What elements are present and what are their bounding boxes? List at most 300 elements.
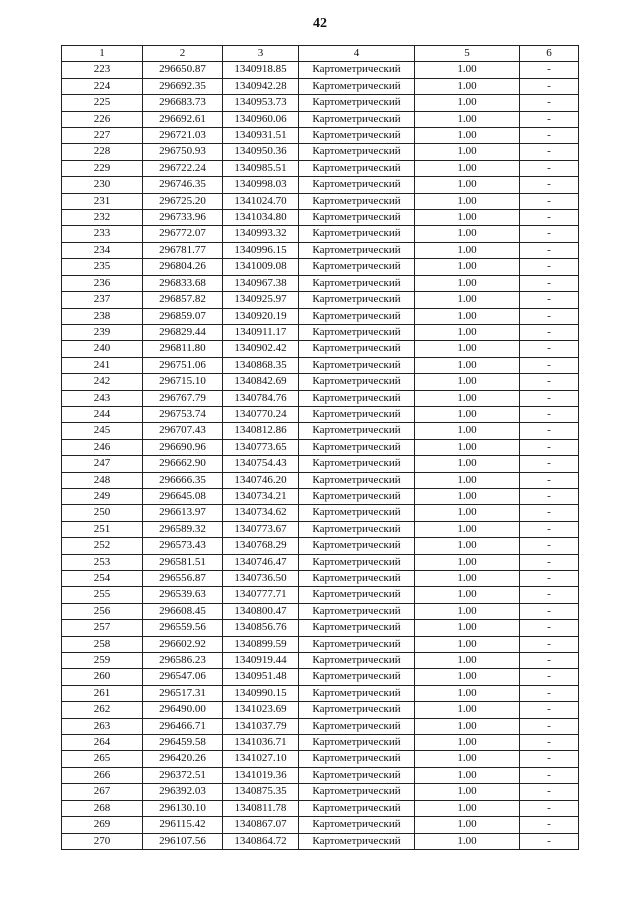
method-cell: Картометрический: [299, 324, 415, 340]
y-coordinate-cell: 1340996.15: [223, 242, 299, 258]
note-cell: -: [520, 472, 579, 488]
point-number-cell: 234: [62, 242, 143, 258]
x-coordinate-cell: 296517.31: [143, 685, 223, 701]
point-number-cell: 231: [62, 193, 143, 209]
note-cell: -: [520, 242, 579, 258]
point-number-cell: 244: [62, 406, 143, 422]
x-coordinate-cell: 296420.26: [143, 751, 223, 767]
note-cell: -: [520, 341, 579, 357]
accuracy-cell: 1.00: [415, 702, 520, 718]
y-coordinate-cell: 1341009.08: [223, 259, 299, 275]
method-cell: Картометрический: [299, 767, 415, 783]
x-coordinate-cell: 296650.87: [143, 62, 223, 78]
y-coordinate-cell: 1341034.80: [223, 210, 299, 226]
x-coordinate-cell: 296107.56: [143, 833, 223, 849]
x-coordinate-cell: 296130.10: [143, 800, 223, 816]
note-cell: -: [520, 833, 579, 849]
x-coordinate-cell: 296772.07: [143, 226, 223, 242]
table-body: [62, 62, 579, 850]
y-coordinate-cell: 1340754.43: [223, 456, 299, 472]
method-cell: Картометрический: [299, 62, 415, 78]
accuracy-cell: 1.00: [415, 472, 520, 488]
method-cell: Картометрический: [299, 275, 415, 291]
table-row: [62, 144, 579, 160]
note-cell: -: [520, 357, 579, 373]
table-row: [62, 685, 579, 701]
x-coordinate-cell: 296859.07: [143, 308, 223, 324]
note-cell: -: [520, 603, 579, 619]
y-coordinate-cell: 1340985.51: [223, 160, 299, 176]
note-cell: -: [520, 685, 579, 701]
note-cell: -: [520, 406, 579, 422]
accuracy-cell: 1.00: [415, 521, 520, 537]
method-cell: Картометрический: [299, 423, 415, 439]
accuracy-cell: 1.00: [415, 653, 520, 669]
y-coordinate-cell: 1340998.03: [223, 177, 299, 193]
point-number-cell: 257: [62, 620, 143, 636]
y-coordinate-cell: 1340773.65: [223, 439, 299, 455]
method-cell: Картометрический: [299, 751, 415, 767]
accuracy-cell: 1.00: [415, 800, 520, 816]
x-coordinate-cell: 296725.20: [143, 193, 223, 209]
y-coordinate-cell: 1341027.10: [223, 751, 299, 767]
note-cell: -: [520, 554, 579, 570]
note-cell: -: [520, 292, 579, 308]
note-cell: -: [520, 78, 579, 94]
accuracy-cell: 1.00: [415, 374, 520, 390]
y-coordinate-cell: 1340990.15: [223, 685, 299, 701]
method-cell: Картометрический: [299, 488, 415, 504]
method-cell: Картометрический: [299, 735, 415, 751]
point-number-cell: 263: [62, 718, 143, 734]
column-header: 5: [415, 46, 520, 62]
method-cell: Картометрический: [299, 603, 415, 619]
method-cell: Картометрический: [299, 571, 415, 587]
method-cell: Картометрический: [299, 521, 415, 537]
y-coordinate-cell: 1340746.20: [223, 472, 299, 488]
method-cell: Картометрический: [299, 144, 415, 160]
x-coordinate-cell: 296459.58: [143, 735, 223, 751]
table-row: [62, 374, 579, 390]
x-coordinate-cell: 296589.32: [143, 521, 223, 537]
x-coordinate-cell: 296466.71: [143, 718, 223, 734]
table-row: [62, 702, 579, 718]
note-cell: -: [520, 735, 579, 751]
accuracy-cell: 1.00: [415, 488, 520, 504]
accuracy-cell: 1.00: [415, 685, 520, 701]
table-row: [62, 111, 579, 127]
y-coordinate-cell: 1340770.24: [223, 406, 299, 422]
table-row: [62, 62, 579, 78]
note-cell: -: [520, 390, 579, 406]
accuracy-cell: 1.00: [415, 259, 520, 275]
method-cell: Картометрический: [299, 160, 415, 176]
point-number-cell: 264: [62, 735, 143, 751]
x-coordinate-cell: 296602.92: [143, 636, 223, 652]
note-cell: -: [520, 226, 579, 242]
accuracy-cell: 1.00: [415, 833, 520, 849]
method-cell: Картометрический: [299, 308, 415, 324]
method-cell: Картометрический: [299, 505, 415, 521]
method-cell: Картометрический: [299, 78, 415, 94]
accuracy-cell: 1.00: [415, 308, 520, 324]
note-cell: -: [520, 62, 579, 78]
x-coordinate-cell: 296781.77: [143, 242, 223, 258]
accuracy-cell: 1.00: [415, 718, 520, 734]
table-row: [62, 242, 579, 258]
method-cell: Картометрический: [299, 357, 415, 373]
x-coordinate-cell: 296690.96: [143, 439, 223, 455]
table-row: [62, 95, 579, 111]
x-coordinate-cell: 296372.51: [143, 767, 223, 783]
table-row: [62, 505, 579, 521]
point-number-cell: 236: [62, 275, 143, 291]
table-row: [62, 603, 579, 619]
table-row: [62, 275, 579, 291]
point-number-cell: 237: [62, 292, 143, 308]
accuracy-cell: 1.00: [415, 735, 520, 751]
accuracy-cell: 1.00: [415, 669, 520, 685]
note-cell: -: [520, 144, 579, 160]
table-row: [62, 669, 579, 685]
accuracy-cell: 1.00: [415, 193, 520, 209]
method-cell: Картометрический: [299, 406, 415, 422]
y-coordinate-cell: 1340967.38: [223, 275, 299, 291]
y-coordinate-cell: 1340951.48: [223, 669, 299, 685]
table-row: [62, 423, 579, 439]
note-cell: -: [520, 128, 579, 144]
method-cell: Картометрический: [299, 210, 415, 226]
y-coordinate-cell: 1340784.76: [223, 390, 299, 406]
method-cell: Картометрический: [299, 177, 415, 193]
table-row: [62, 554, 579, 570]
point-number-cell: 233: [62, 226, 143, 242]
accuracy-cell: 1.00: [415, 636, 520, 652]
x-coordinate-cell: 296115.42: [143, 817, 223, 833]
note-cell: -: [520, 702, 579, 718]
note-cell: -: [520, 111, 579, 127]
note-cell: -: [520, 177, 579, 193]
note-cell: -: [520, 767, 579, 783]
column-header: 2: [143, 46, 223, 62]
note-cell: -: [520, 423, 579, 439]
table-row: [62, 767, 579, 783]
method-cell: Картометрический: [299, 817, 415, 833]
x-coordinate-cell: 296692.35: [143, 78, 223, 94]
accuracy-cell: 1.00: [415, 587, 520, 603]
table-row: [62, 784, 579, 800]
method-cell: Картометрический: [299, 341, 415, 357]
note-cell: -: [520, 275, 579, 291]
y-coordinate-cell: 1340925.97: [223, 292, 299, 308]
y-coordinate-cell: 1340864.72: [223, 833, 299, 849]
y-coordinate-cell: 1340960.06: [223, 111, 299, 127]
accuracy-cell: 1.00: [415, 144, 520, 160]
accuracy-cell: 1.00: [415, 538, 520, 554]
method-cell: Картометрический: [299, 292, 415, 308]
point-number-cell: 268: [62, 800, 143, 816]
note-cell: -: [520, 620, 579, 636]
method-cell: Картометрический: [299, 111, 415, 127]
point-number-cell: 242: [62, 374, 143, 390]
table-row: [62, 390, 579, 406]
x-coordinate-cell: 296715.10: [143, 374, 223, 390]
table-row: [62, 193, 579, 209]
table-row: [62, 538, 579, 554]
table-row: [62, 833, 579, 849]
x-coordinate-cell: 296556.87: [143, 571, 223, 587]
y-coordinate-cell: 1340812.86: [223, 423, 299, 439]
accuracy-cell: 1.00: [415, 423, 520, 439]
y-coordinate-cell: 1340950.36: [223, 144, 299, 160]
y-coordinate-cell: 1340734.21: [223, 488, 299, 504]
y-coordinate-cell: 1340899.59: [223, 636, 299, 652]
y-coordinate-cell: 1341023.69: [223, 702, 299, 718]
point-number-cell: 226: [62, 111, 143, 127]
table-row: [62, 735, 579, 751]
y-coordinate-cell: 1340867.07: [223, 817, 299, 833]
method-cell: Картометрический: [299, 538, 415, 554]
note-cell: -: [520, 456, 579, 472]
point-number-cell: 229: [62, 160, 143, 176]
x-coordinate-cell: 296811.80: [143, 341, 223, 357]
accuracy-cell: 1.00: [415, 226, 520, 242]
method-cell: Картометрический: [299, 242, 415, 258]
y-coordinate-cell: 1340953.73: [223, 95, 299, 111]
y-coordinate-cell: 1340842.69: [223, 374, 299, 390]
note-cell: -: [520, 784, 579, 800]
method-cell: Картометрический: [299, 374, 415, 390]
y-coordinate-cell: 1340993.32: [223, 226, 299, 242]
point-number-cell: 270: [62, 833, 143, 849]
point-number-cell: 241: [62, 357, 143, 373]
accuracy-cell: 1.00: [415, 505, 520, 521]
note-cell: -: [520, 308, 579, 324]
accuracy-cell: 1.00: [415, 357, 520, 373]
y-coordinate-cell: 1340902.42: [223, 341, 299, 357]
method-cell: Картометрический: [299, 685, 415, 701]
x-coordinate-cell: 296573.43: [143, 538, 223, 554]
point-number-cell: 260: [62, 669, 143, 685]
method-cell: Картометрический: [299, 669, 415, 685]
point-number-cell: 243: [62, 390, 143, 406]
point-number-cell: 235: [62, 259, 143, 275]
column-header: 1: [62, 46, 143, 62]
table-row: [62, 357, 579, 373]
method-cell: Картометрический: [299, 800, 415, 816]
x-coordinate-cell: 296829.44: [143, 324, 223, 340]
x-coordinate-cell: 296833.68: [143, 275, 223, 291]
point-number-cell: 261: [62, 685, 143, 701]
accuracy-cell: 1.00: [415, 390, 520, 406]
y-coordinate-cell: 1340734.62: [223, 505, 299, 521]
point-number-cell: 246: [62, 439, 143, 455]
method-cell: Картометрический: [299, 193, 415, 209]
point-number-cell: 245: [62, 423, 143, 439]
point-number-cell: 247: [62, 456, 143, 472]
note-cell: -: [520, 324, 579, 340]
note-cell: -: [520, 160, 579, 176]
x-coordinate-cell: 296753.74: [143, 406, 223, 422]
point-number-cell: 266: [62, 767, 143, 783]
point-number-cell: 267: [62, 784, 143, 800]
method-cell: Картометрический: [299, 259, 415, 275]
x-coordinate-cell: 296746.35: [143, 177, 223, 193]
y-coordinate-cell: 1340800.47: [223, 603, 299, 619]
table-row: [62, 817, 579, 833]
accuracy-cell: 1.00: [415, 128, 520, 144]
point-number-cell: 265: [62, 751, 143, 767]
y-coordinate-cell: 1340777.71: [223, 587, 299, 603]
note-cell: -: [520, 210, 579, 226]
point-number-cell: 251: [62, 521, 143, 537]
x-coordinate-cell: 296767.79: [143, 390, 223, 406]
y-coordinate-cell: 1341037.79: [223, 718, 299, 734]
x-coordinate-cell: 296751.06: [143, 357, 223, 373]
column-header: 3: [223, 46, 299, 62]
method-cell: Картометрический: [299, 226, 415, 242]
method-cell: Картометрический: [299, 390, 415, 406]
table-row: [62, 718, 579, 734]
x-coordinate-cell: 296613.97: [143, 505, 223, 521]
method-cell: Картометрический: [299, 128, 415, 144]
table-row: [62, 160, 579, 176]
method-cell: Картометрический: [299, 95, 415, 111]
method-cell: Картометрический: [299, 784, 415, 800]
method-cell: Картометрический: [299, 587, 415, 603]
note-cell: -: [520, 636, 579, 652]
point-number-cell: 254: [62, 571, 143, 587]
method-cell: Картометрический: [299, 554, 415, 570]
x-coordinate-cell: 296608.45: [143, 603, 223, 619]
point-number-cell: 250: [62, 505, 143, 521]
point-number-cell: 252: [62, 538, 143, 554]
method-cell: Картометрический: [299, 653, 415, 669]
point-number-cell: 239: [62, 324, 143, 340]
point-number-cell: 255: [62, 587, 143, 603]
table-row: [62, 292, 579, 308]
y-coordinate-cell: 1340918.85: [223, 62, 299, 78]
accuracy-cell: 1.00: [415, 62, 520, 78]
y-coordinate-cell: 1341019.36: [223, 767, 299, 783]
coordinates-table: [61, 45, 579, 850]
accuracy-cell: 1.00: [415, 324, 520, 340]
x-coordinate-cell: 296857.82: [143, 292, 223, 308]
table-row: [62, 324, 579, 340]
note-cell: -: [520, 817, 579, 833]
table-row: [62, 308, 579, 324]
method-cell: Картометрический: [299, 620, 415, 636]
y-coordinate-cell: 1340875.35: [223, 784, 299, 800]
note-cell: -: [520, 439, 579, 455]
y-coordinate-cell: 1340868.35: [223, 357, 299, 373]
method-cell: Картометрический: [299, 636, 415, 652]
accuracy-cell: 1.00: [415, 603, 520, 619]
table-row: [62, 571, 579, 587]
accuracy-cell: 1.00: [415, 571, 520, 587]
table-row: [62, 210, 579, 226]
table-row: [62, 488, 579, 504]
accuracy-cell: 1.00: [415, 784, 520, 800]
x-coordinate-cell: 296547.06: [143, 669, 223, 685]
y-coordinate-cell: 1340811.78: [223, 800, 299, 816]
x-coordinate-cell: 296539.63: [143, 587, 223, 603]
x-coordinate-cell: 296490.00: [143, 702, 223, 718]
y-coordinate-cell: 1340911.17: [223, 324, 299, 340]
x-coordinate-cell: 296722.24: [143, 160, 223, 176]
x-coordinate-cell: 296586.23: [143, 653, 223, 669]
page-number: 42: [313, 16, 327, 31]
x-coordinate-cell: 296392.03: [143, 784, 223, 800]
table-row: [62, 456, 579, 472]
y-coordinate-cell: 1341024.70: [223, 193, 299, 209]
y-coordinate-cell: 1340919.44: [223, 653, 299, 669]
y-coordinate-cell: 1340773.67: [223, 521, 299, 537]
x-coordinate-cell: 296645.08: [143, 488, 223, 504]
x-coordinate-cell: 296559.56: [143, 620, 223, 636]
accuracy-cell: 1.00: [415, 111, 520, 127]
column-header: 4: [299, 46, 415, 62]
point-number-cell: 258: [62, 636, 143, 652]
point-number-cell: 269: [62, 817, 143, 833]
y-coordinate-cell: 1340920.19: [223, 308, 299, 324]
point-number-cell: 262: [62, 702, 143, 718]
accuracy-cell: 1.00: [415, 177, 520, 193]
method-cell: Картометрический: [299, 472, 415, 488]
y-coordinate-cell: 1340736.50: [223, 571, 299, 587]
note-cell: -: [520, 587, 579, 603]
accuracy-cell: 1.00: [415, 767, 520, 783]
table-row: [62, 259, 579, 275]
note-cell: -: [520, 488, 579, 504]
accuracy-cell: 1.00: [415, 275, 520, 291]
x-coordinate-cell: 296683.73: [143, 95, 223, 111]
x-coordinate-cell: 296750.93: [143, 144, 223, 160]
x-coordinate-cell: 296692.61: [143, 111, 223, 127]
point-number-cell: 253: [62, 554, 143, 570]
note-cell: -: [520, 95, 579, 111]
method-cell: Картометрический: [299, 439, 415, 455]
y-coordinate-cell: 1340856.76: [223, 620, 299, 636]
accuracy-cell: 1.00: [415, 554, 520, 570]
table-row: [62, 620, 579, 636]
point-number-cell: 240: [62, 341, 143, 357]
table-header-row: [62, 46, 579, 62]
column-header: 6: [520, 46, 579, 62]
note-cell: -: [520, 538, 579, 554]
x-coordinate-cell: 296707.43: [143, 423, 223, 439]
note-cell: -: [520, 505, 579, 521]
note-cell: -: [520, 800, 579, 816]
point-number-cell: 238: [62, 308, 143, 324]
method-cell: Картометрический: [299, 718, 415, 734]
y-coordinate-cell: 1340931.51: [223, 128, 299, 144]
table-row: [62, 653, 579, 669]
point-number-cell: 232: [62, 210, 143, 226]
point-number-cell: 256: [62, 603, 143, 619]
point-number-cell: 259: [62, 653, 143, 669]
table-row: [62, 439, 579, 455]
x-coordinate-cell: 296666.35: [143, 472, 223, 488]
point-number-cell: 230: [62, 177, 143, 193]
accuracy-cell: 1.00: [415, 751, 520, 767]
x-coordinate-cell: 296733.96: [143, 210, 223, 226]
point-number-cell: 249: [62, 488, 143, 504]
table-row: [62, 341, 579, 357]
method-cell: Картометрический: [299, 702, 415, 718]
accuracy-cell: 1.00: [415, 210, 520, 226]
point-number-cell: 228: [62, 144, 143, 160]
